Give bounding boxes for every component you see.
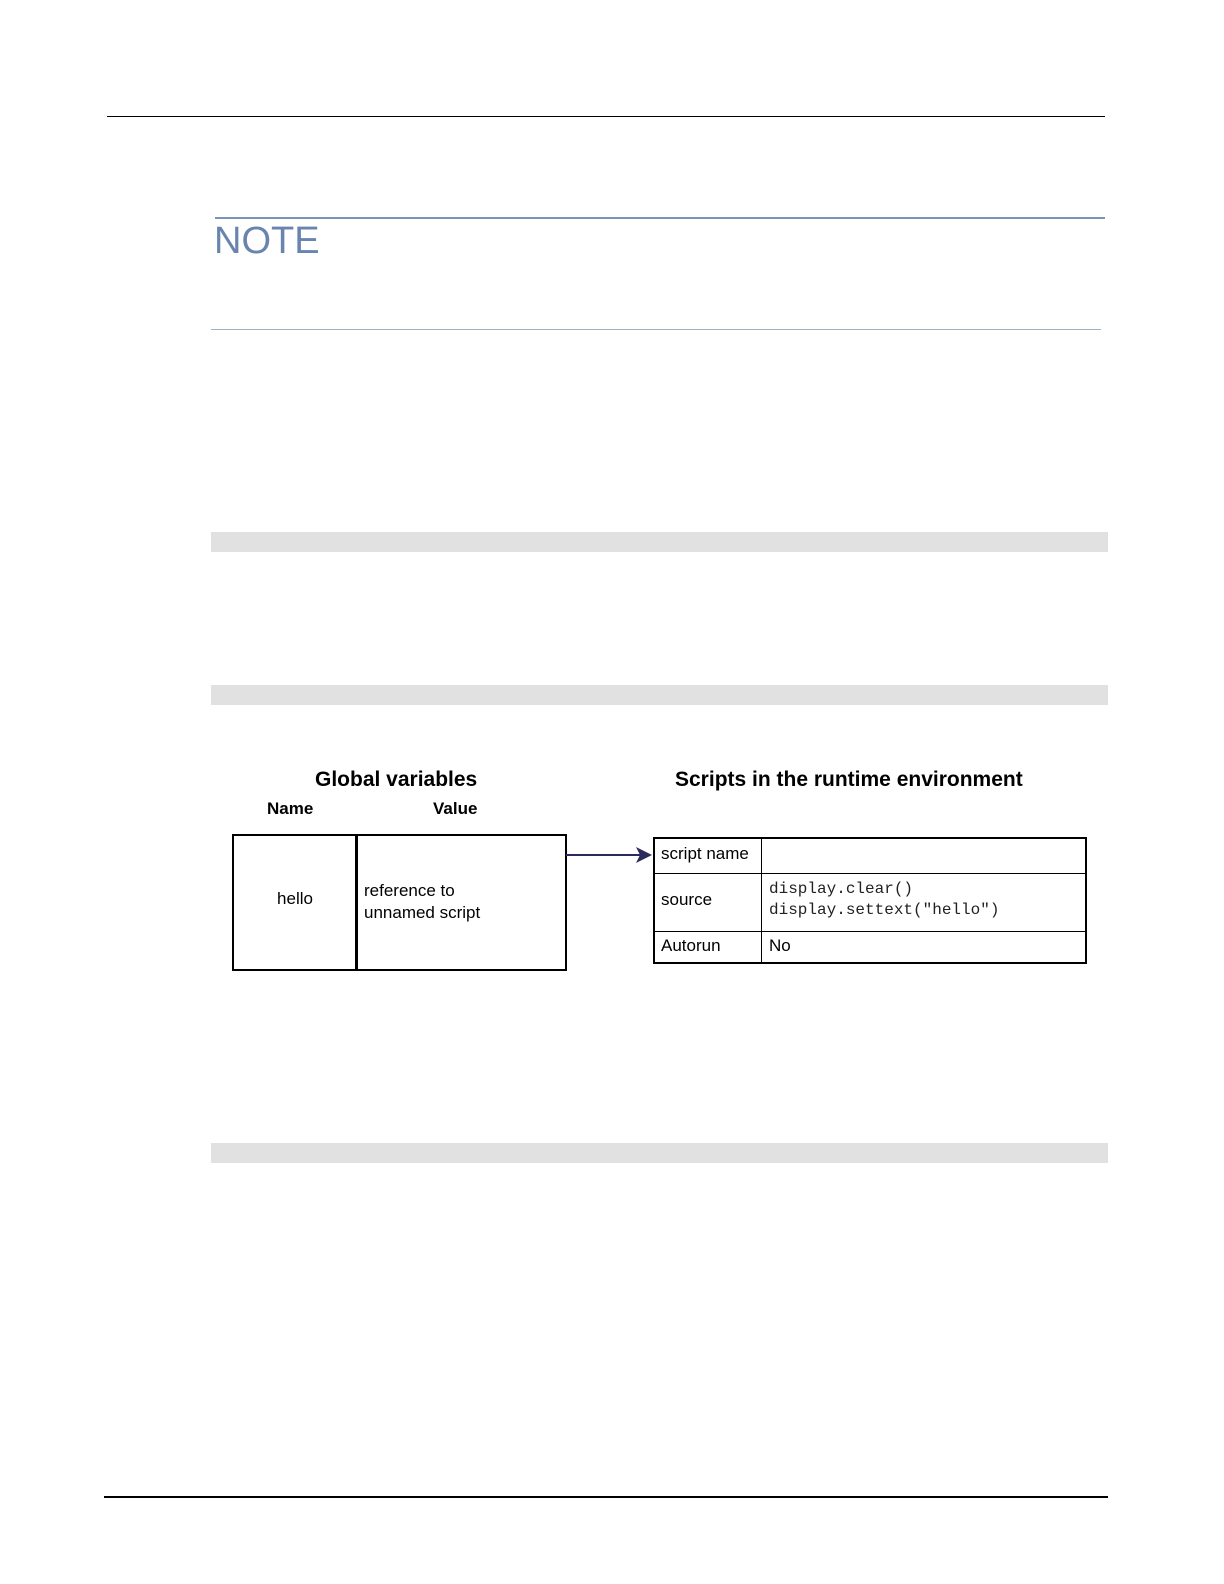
row-label: script name	[661, 844, 749, 863]
global-name-cell	[232, 834, 358, 971]
table-row	[655, 932, 1085, 962]
name-column-header: Name	[267, 799, 314, 818]
column-divider	[761, 839, 762, 962]
section-band	[211, 1143, 1108, 1163]
note-title: NOTE	[214, 220, 320, 262]
page-header-rule	[107, 116, 1105, 117]
note-bottom-rule	[211, 329, 1101, 330]
reference-arrow-icon	[566, 844, 656, 866]
table-row	[655, 839, 1085, 874]
global-value-text: reference to unnamed script	[364, 881, 481, 922]
row-code-value: display.clear() display.settext("hello")	[769, 880, 1000, 919]
section-band	[211, 685, 1108, 705]
row-value: No	[769, 936, 791, 955]
global-variables-heading: Global variables	[315, 768, 478, 791]
runtime-script-table	[653, 837, 1087, 964]
global-value-cell	[355, 834, 567, 971]
runtime-heading: Scripts in the runtime environment	[675, 768, 1023, 791]
value-column-header: Value	[433, 799, 478, 818]
note-top-rule	[215, 217, 1105, 219]
global-name-text: hello	[277, 889, 313, 908]
row-label: source	[661, 890, 713, 909]
page-footer-rule	[104, 1496, 1108, 1498]
row-label: Autorun	[661, 936, 721, 955]
table-row	[655, 874, 1085, 932]
section-band	[211, 532, 1108, 552]
